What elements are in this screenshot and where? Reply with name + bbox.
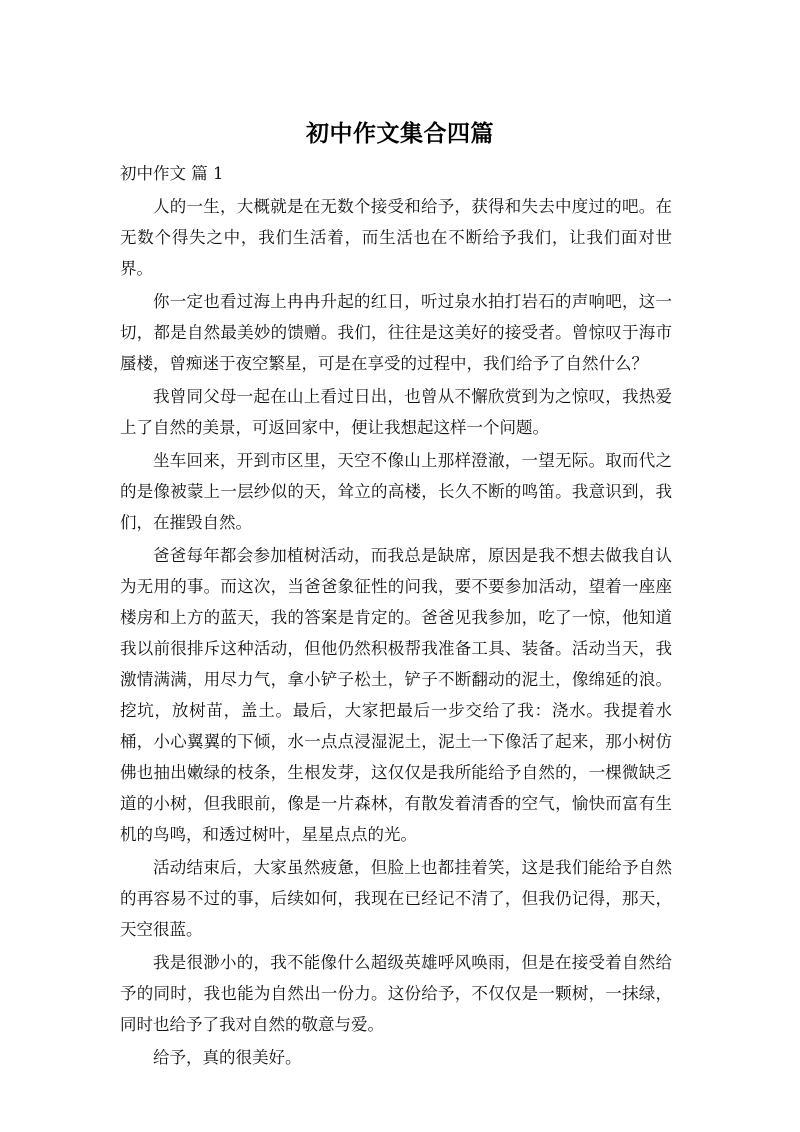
paragraph: 给予，真的很美好。 bbox=[153, 1048, 302, 1067]
paragraph: 我曾同父母一起在山上看过日出，也曾从不懈欣赏到为之惊叹，我热爱上了自然的美景，可返回家中，便让我想起这样一个问题。 bbox=[120, 387, 672, 437]
document-body bbox=[120, 158, 672, 1075]
paragraph: 活动结束后，大家虽然疲惫，但脸上也都挂着笑，这是我们能给予自然的再容易不过的事，后续如何，我现在已经记不清了，但我仍记得，那天，天空很蓝。 bbox=[120, 858, 672, 939]
section-heading: 初中作文 篇 1 bbox=[120, 164, 224, 183]
paragraph: 你一定也看过海上冉冉升起的红日，听过泉水拍打岩石的声响吧，这一切，都是自然最美妙的馈赠。我们，往往是这美好的接受者。曾惊叹于海市蜃楼，曾痴迷于夜空繁星，可是在享受的过程中，我们给予了自然什么？ bbox=[120, 292, 672, 373]
paragraph: 人的一生，大概就是在无数个接受和给予，获得和失去中度过的吧。在无数个得失之中，我们生活着，而生活也在不断给予我们，让我们面对世界。 bbox=[120, 197, 672, 278]
paragraph: 我是很渺小的，我不能像什么超级英雄呼风唤雨，但是在接受着自然给予的同时，我也能为自然出一份力。这份给予，不仅仅是一颗树，一抹绿，同时也给予了我对自然的敬意与爱。 bbox=[120, 953, 672, 1034]
paragraph: 坐车回来，开到市区里，天空不像山上那样澄澈，一望无际。取而代之的是像被蒙上一层纱似的天，耸立的高楼，长久不断的鸣笛。我意识到，我们，在摧毁自然。 bbox=[120, 451, 672, 532]
paragraph: 爸爸每年都会参加植树活动，而我总是缺席，原因是我不想去做我自认为无用的事。而这次，当爸爸象征性的问我，要不要参加活动，望着一座座楼房和上方的蓝天，我的答案是肯定的。爸爸见我参加，吃了一惊，他知道我以前很排斥这种活动，但他仍然积极帮我准备工具、装备。活动当天，我激情满满，用尽力气，拿小铲子松土，铲子不断翻动的泥土，像绵延的浪。挖坑，放树苗，盖土。最后，大家把最后一步交给了我：浇水。我提着水桶，小心翼翼的下倾，水一点点浸湿泥土，泥土一下像活了起来，那小树仿佛也抽出嫩绿的枝条，生根发芽，这仅仅是我所能给予自然的，一棵微缺乏道的小树，但我眼前，像是一片森林，有散发着清香的空气，愉快而富有生机的鸟鸣，和透过树叶，星星点点的光。 bbox=[120, 546, 672, 844]
document-title: 初中作文集合四篇 bbox=[306, 121, 494, 147]
